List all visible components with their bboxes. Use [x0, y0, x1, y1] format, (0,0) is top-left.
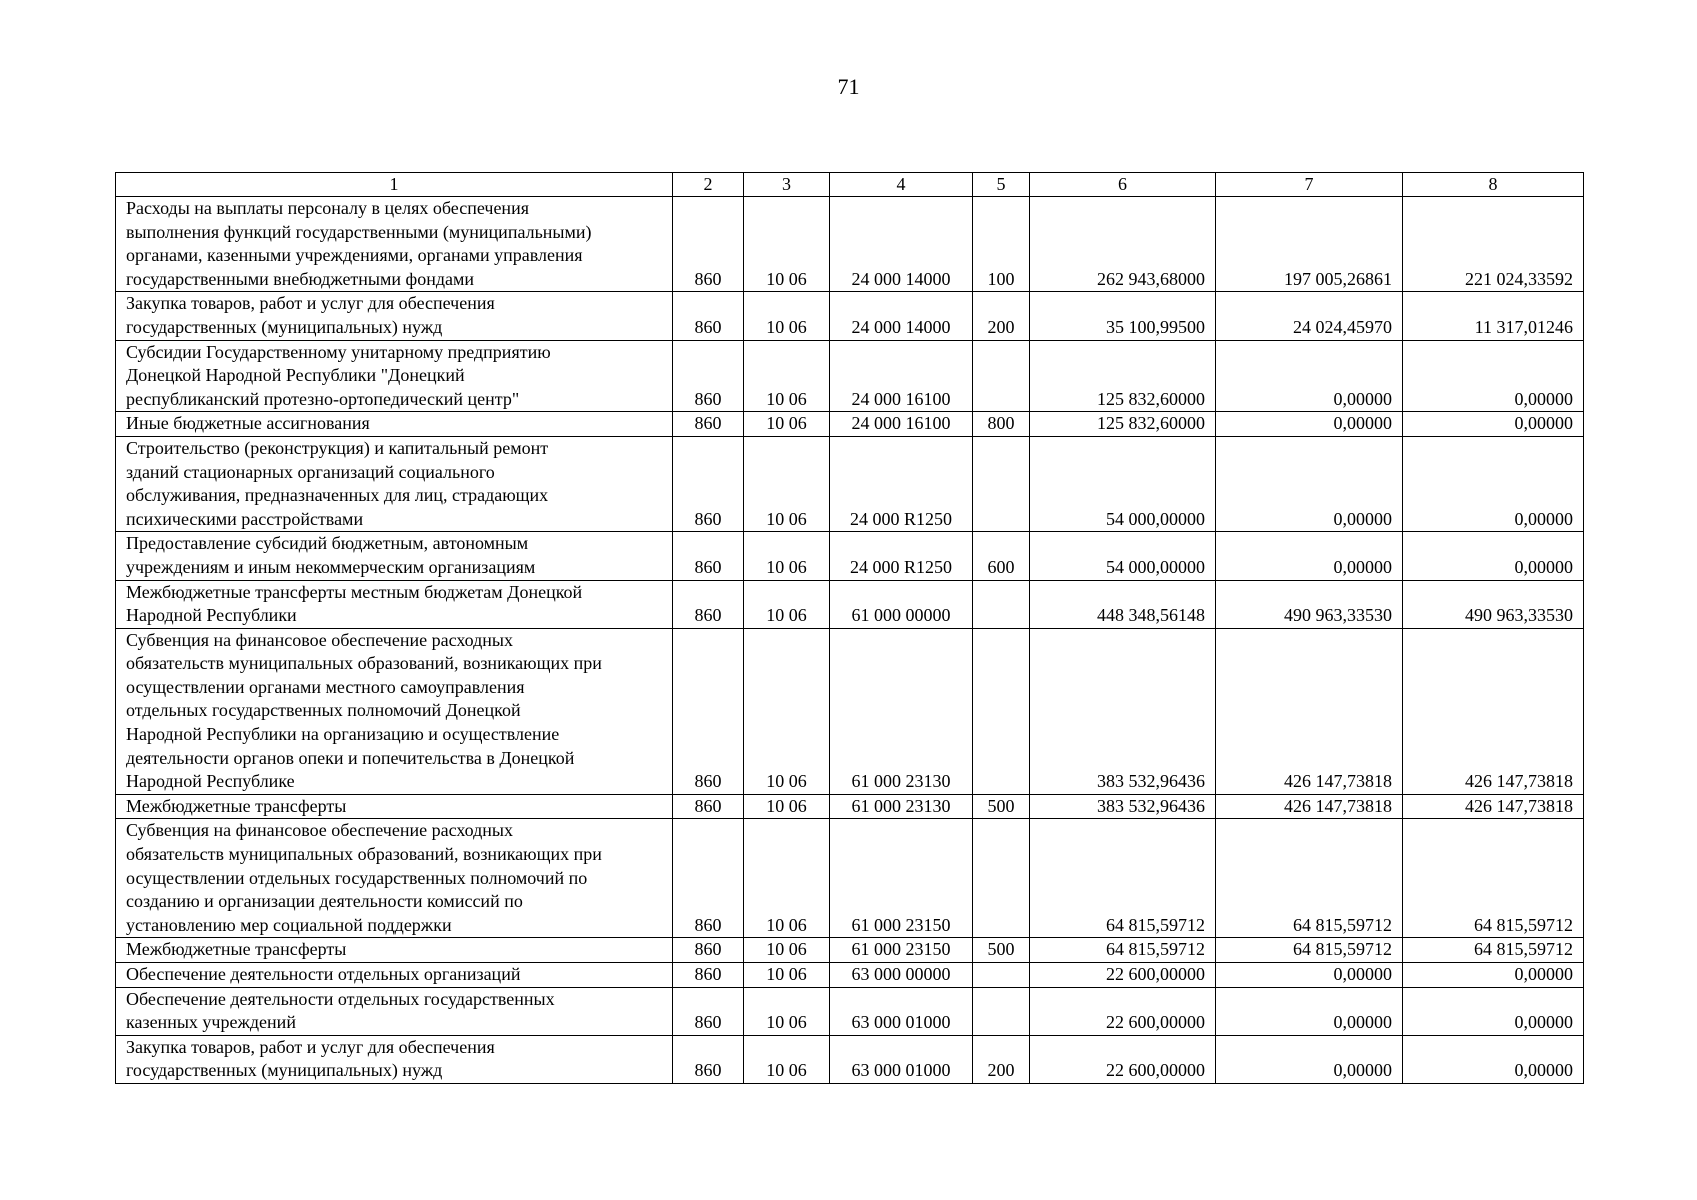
ministry-code: 860 [673, 987, 744, 1035]
amount-col-7: 0,00000 [1216, 532, 1403, 580]
header-cell-8: 8 [1403, 173, 1584, 197]
amount-col-7: 64 815,59712 [1216, 819, 1403, 938]
amount-col-6: 64 815,59712 [1030, 938, 1216, 963]
amount-col-8: 221 024,33592 [1403, 197, 1584, 292]
target-article-code: 63 000 00000 [830, 963, 973, 988]
section-code: 10 06 [744, 580, 830, 628]
item-description: Предоставление субсидий бюджетным, автономным учреждениям и иным некоммерческим организациям [116, 532, 673, 580]
target-article-code: 61 000 23150 [830, 819, 973, 938]
item-description: Закупка товаров, работ и услуг для обеспечения государственных (муниципальных) нужд [116, 292, 673, 340]
amount-col-6: 54 000,00000 [1030, 436, 1216, 531]
amount-col-6: 22 600,00000 [1030, 1035, 1216, 1083]
amount-col-8: 64 815,59712 [1403, 819, 1584, 938]
amount-col-6: 383 532,96436 [1030, 794, 1216, 819]
ministry-code: 860 [673, 580, 744, 628]
ministry-code: 860 [673, 340, 744, 412]
page-number: 71 [837, 74, 860, 99]
table-body [116, 197, 1584, 1084]
ministry-code: 860 [673, 963, 744, 988]
amount-col-8: 426 147,73818 [1403, 628, 1584, 794]
expense-type-code [973, 436, 1030, 531]
amount-col-8: 0,00000 [1403, 963, 1584, 988]
target-article-code: 63 000 01000 [830, 987, 973, 1035]
expense-type-code [973, 628, 1030, 794]
expense-type-code [973, 963, 1030, 988]
header-row [116, 173, 1584, 197]
item-description: Межбюджетные трансферты местным бюджетам Донецкой Народной Республики [116, 580, 673, 628]
amount-col-6: 54 000,00000 [1030, 532, 1216, 580]
section-code: 10 06 [744, 963, 830, 988]
item-description: Иные бюджетные ассигнования [116, 412, 673, 437]
item-description: Субвенция на финансовое обеспечение расходных обязательств муниципальных образований, возникающих при осуществлении отдельных государственных полномочий по созданию и организации деятельности комиссий по установлению мер социальной поддержки [116, 819, 673, 938]
ministry-code: 860 [673, 197, 744, 292]
item-description: Субвенция на финансовое обеспечение расходных обязательств муниципальных образований, возникающих при осуществлении органами местного самоуправления отдельных государственных полномочий Донецкой Народной Республики на организацию и осуществление деятельности органов опеки и попечительства в Донецкой Народной Республике [116, 628, 673, 794]
section-code: 10 06 [744, 628, 830, 794]
table-row [116, 436, 1584, 531]
target-article-code: 61 000 23150 [830, 938, 973, 963]
item-description: Закупка товаров, работ и услуг для обеспечения государственных (муниципальных) нужд [116, 1035, 673, 1083]
amount-col-7: 490 963,33530 [1216, 580, 1403, 628]
amount-col-6: 35 100,99500 [1030, 292, 1216, 340]
expense-type-code: 100 [973, 197, 1030, 292]
amount-col-6: 22 600,00000 [1030, 963, 1216, 988]
table-row [116, 412, 1584, 437]
section-code: 10 06 [744, 197, 830, 292]
amount-col-7: 0,00000 [1216, 436, 1403, 531]
amount-col-7: 0,00000 [1216, 340, 1403, 412]
section-code: 10 06 [744, 794, 830, 819]
section-code: 10 06 [744, 819, 830, 938]
table-row [116, 340, 1584, 412]
amount-col-8: 0,00000 [1403, 1035, 1584, 1083]
section-code: 10 06 [744, 340, 830, 412]
ministry-code: 860 [673, 412, 744, 437]
section-code: 10 06 [744, 436, 830, 531]
target-article-code: 24 000 16100 [830, 412, 973, 437]
ministry-code: 860 [673, 436, 744, 531]
table-row [116, 819, 1584, 938]
ministry-code: 860 [673, 1035, 744, 1083]
amount-col-8: 0,00000 [1403, 436, 1584, 531]
item-description: Обеспечение деятельности отдельных организаций [116, 963, 673, 988]
table-row [116, 794, 1584, 819]
header-cell-4: 4 [830, 173, 973, 197]
table-header [116, 173, 1584, 197]
expense-type-code: 500 [973, 938, 1030, 963]
table-row [116, 938, 1584, 963]
expense-type-code: 200 [973, 1035, 1030, 1083]
target-article-code: 63 000 01000 [830, 1035, 973, 1083]
item-description: Субсидии Государственному унитарному предприятию Донецкой Народной Республики "Донецкий республиканский протезно-ортопедический центр" [116, 340, 673, 412]
header-cell-7: 7 [1216, 173, 1403, 197]
amount-col-6: 448 348,56148 [1030, 580, 1216, 628]
amount-col-8: 64 815,59712 [1403, 938, 1584, 963]
target-article-code: 24 000 R1250 [830, 436, 973, 531]
expense-type-code: 200 [973, 292, 1030, 340]
amount-col-8: 0,00000 [1403, 412, 1584, 437]
section-code: 10 06 [744, 292, 830, 340]
amount-col-7: 0,00000 [1216, 987, 1403, 1035]
amount-col-7: 0,00000 [1216, 963, 1403, 988]
expense-type-code: 600 [973, 532, 1030, 580]
amount-col-8: 0,00000 [1403, 340, 1584, 412]
item-description: Межбюджетные трансферты [116, 794, 673, 819]
header-cell-6: 6 [1030, 173, 1216, 197]
amount-col-7: 64 815,59712 [1216, 938, 1403, 963]
amount-col-7: 24 024,45970 [1216, 292, 1403, 340]
amount-col-7: 197 005,26861 [1216, 197, 1403, 292]
section-code: 10 06 [744, 532, 830, 580]
amount-col-6: 64 815,59712 [1030, 819, 1216, 938]
table-row [116, 1035, 1584, 1083]
expense-type-code: 500 [973, 794, 1030, 819]
target-article-code: 61 000 00000 [830, 580, 973, 628]
expense-type-code: 800 [973, 412, 1030, 437]
budget-table [115, 172, 1584, 1084]
amount-col-8: 490 963,33530 [1403, 580, 1584, 628]
target-article-code: 24 000 14000 [830, 292, 973, 340]
amount-col-8: 11 317,01246 [1403, 292, 1584, 340]
target-article-code: 24 000 R1250 [830, 532, 973, 580]
amount-col-7: 426 147,73818 [1216, 628, 1403, 794]
expense-type-code [973, 819, 1030, 938]
table-row [116, 292, 1584, 340]
ministry-code: 860 [673, 794, 744, 819]
amount-col-6: 125 832,60000 [1030, 340, 1216, 412]
table-row [116, 532, 1584, 580]
amount-col-8: 426 147,73818 [1403, 794, 1584, 819]
item-description: Обеспечение деятельности отдельных государственных казенных учреждений [116, 987, 673, 1035]
item-description: Расходы на выплаты персоналу в целях обеспечения выполнения функций государственными (муниципальными) органами, казенными учреждениями, органами управления государственными внебюджетными фондами [116, 197, 673, 292]
ministry-code: 860 [673, 532, 744, 580]
item-description: Межбюджетные трансферты [116, 938, 673, 963]
header-cell-2: 2 [673, 173, 744, 197]
amount-col-6: 22 600,00000 [1030, 987, 1216, 1035]
table-row [116, 197, 1584, 292]
target-article-code: 61 000 23130 [830, 628, 973, 794]
target-article-code: 61 000 23130 [830, 794, 973, 819]
expense-type-code [973, 987, 1030, 1035]
section-code: 10 06 [744, 412, 830, 437]
section-code: 10 06 [744, 987, 830, 1035]
amount-col-7: 0,00000 [1216, 1035, 1403, 1083]
amount-col-6: 383 532,96436 [1030, 628, 1216, 794]
table-row [116, 580, 1584, 628]
ministry-code: 860 [673, 292, 744, 340]
expense-type-code [973, 580, 1030, 628]
header-cell-5: 5 [973, 173, 1030, 197]
header-cell-3: 3 [744, 173, 830, 197]
section-code: 10 06 [744, 1035, 830, 1083]
amount-col-7: 426 147,73818 [1216, 794, 1403, 819]
item-description: Строительство (реконструкция) и капитальный ремонт зданий стационарных организаций социального обслуживания, предназначенных для лиц, страдающих психическими расстройствами [116, 436, 673, 531]
header-cell-1: 1 [116, 173, 673, 197]
amount-col-6: 262 943,68000 [1030, 197, 1216, 292]
ministry-code: 860 [673, 628, 744, 794]
amount-col-6: 125 832,60000 [1030, 412, 1216, 437]
amount-col-8: 0,00000 [1403, 532, 1584, 580]
target-article-code: 24 000 14000 [830, 197, 973, 292]
table-row [116, 987, 1584, 1035]
expense-type-code [973, 340, 1030, 412]
amount-col-8: 0,00000 [1403, 987, 1584, 1035]
section-code: 10 06 [744, 938, 830, 963]
amount-col-7: 0,00000 [1216, 412, 1403, 437]
table-row [116, 963, 1584, 988]
table-row [116, 628, 1584, 794]
ministry-code: 860 [673, 819, 744, 938]
target-article-code: 24 000 16100 [830, 340, 973, 412]
ministry-code: 860 [673, 938, 744, 963]
